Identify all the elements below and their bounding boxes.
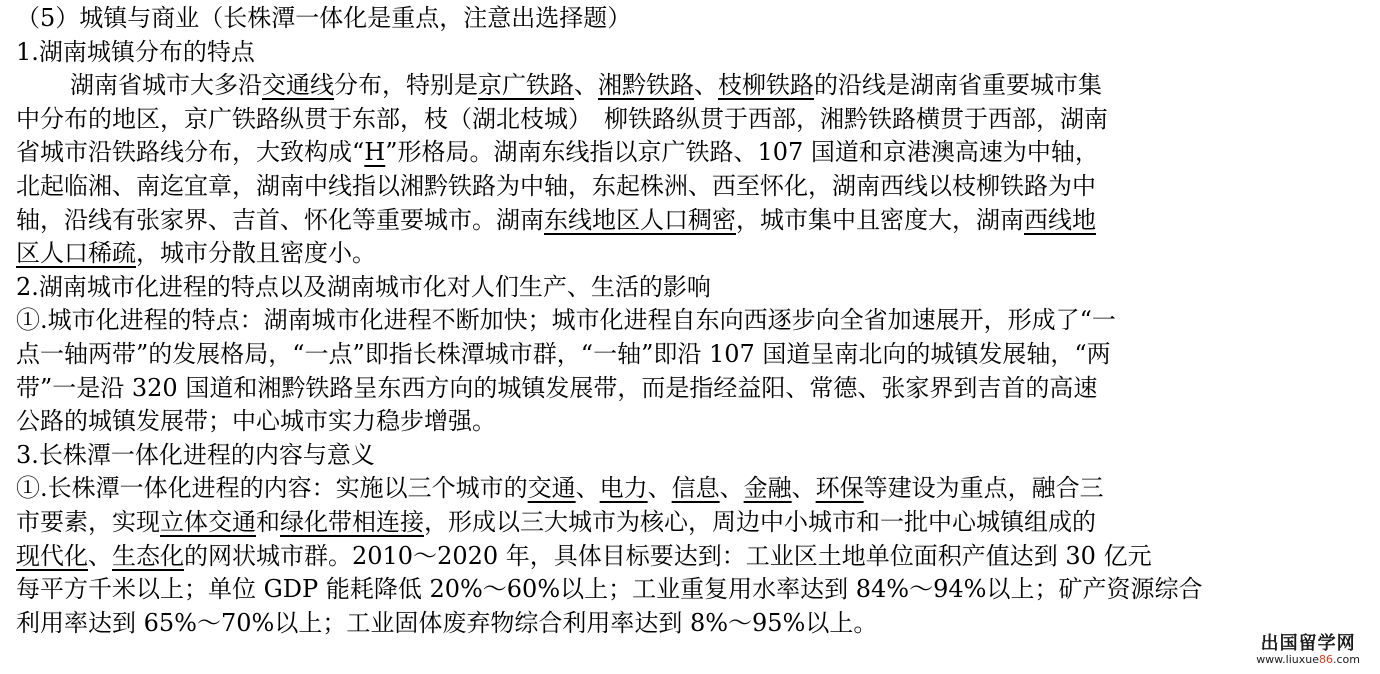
p3-line-1: [16, 472, 1278, 506]
underlined-text: 生态化: [112, 541, 184, 570]
text: 的网状城市群。2010～2020 年，具体目标要达到：工业区土地单位面积产值达到 30 亿元: [184, 541, 1152, 570]
text: 、: [575, 474, 600, 503]
url-part: www.liuxue: [1256, 653, 1319, 666]
p1-line-1: [16, 69, 1278, 103]
p1-line-4: 北起临湘、南迄宜章，湖南中线指以湘黔铁路为中轴，东起株洲、西至怀化，湖南西线以枝柳铁路为中: [16, 171, 1096, 200]
text: 、: [88, 541, 112, 570]
underlined-text: 交通: [527, 474, 576, 503]
watermark-url: [1256, 653, 1360, 666]
p2-line-4: 公路的城镇发展带；中心城市实力稳步增强。: [16, 407, 496, 436]
text: 、: [694, 71, 718, 100]
underlined-text: 现代化: [16, 541, 88, 570]
p3-line-4: 每平方千米以上；单位 GDP 能耗降低 20%～60%以上；工业重复用水率达到 84%～94%以上；矿产资源综合: [16, 575, 1203, 604]
p1-line-2: 中分布的地区，京广铁路纵贯于东部，枝（湖北枝城） 柳铁路纵贯于西部，湘黔铁路横贯于西部，湖南: [16, 104, 1108, 133]
watermark-logo: [1256, 629, 1360, 666]
paragraph-3: [16, 472, 1278, 640]
underlined-text: 交通线: [262, 71, 334, 100]
underlined-text: 信息: [671, 474, 720, 503]
p2-line-1: ①.城市化进程的特点：湖南城市化进程不断加快；城市化进程自东向西逐步向全省加速展开，形成了“一: [16, 306, 1116, 335]
underlined-text: 立体交通: [160, 507, 256, 536]
underlined-text: 西线地: [1024, 205, 1096, 234]
underlined-text: 湘黔铁路: [598, 71, 694, 100]
underlined-text: 环保: [815, 474, 864, 503]
p3-line-2: [16, 506, 1278, 540]
paragraph-2: [16, 304, 1278, 438]
text: 省城市沿铁路线分布，大致构成“: [16, 138, 365, 167]
underlined-text: 区人口稀疏: [16, 239, 136, 268]
section-title: （5）城镇与商业（长株潭一体化是重点，注意出选择题）: [16, 4, 632, 32]
text: 、: [647, 474, 672, 503]
paragraph-1: [16, 69, 1278, 271]
watermark-title: 出国留学网: [1260, 633, 1356, 654]
text: 、: [791, 474, 816, 503]
underlined-text: H: [364, 138, 386, 167]
text: 轴，沿线有张家界、吉首、怀化等重要城市。湖南: [16, 205, 544, 234]
url-number: 86: [1319, 653, 1333, 666]
p2-line-3: 带”一是沿 320 国道和湘黔铁路呈东西方向的城镇发展带，而是指经益阳、常德、张家界到吉首的高速: [16, 373, 1098, 402]
p1-line-3: [16, 136, 1278, 170]
document-body: [16, 2, 1278, 640]
text: ，形成以三大城市为核心，周边中小城市和一批中心城镇组成的: [424, 507, 1096, 536]
text: ，城市集中且密度大，湖南: [736, 205, 1024, 234]
text: ，城市分散且密度小。: [136, 239, 376, 268]
p3-line-5: 利用率达到 65%～70%以上；工业固体废弃物综合利用率达到 8%～95%以上。: [16, 608, 878, 637]
text: 、: [574, 71, 598, 100]
text: 湖南省城市大多沿: [70, 71, 262, 100]
text: 等建设为重点，融合三: [863, 474, 1104, 503]
text: 市要素，实现: [16, 507, 160, 536]
underlined-text: 枝柳铁路: [718, 71, 814, 100]
text: 和: [256, 507, 280, 536]
heading-2: 2.湖南城市化进程的特点以及湖南城市化对人们生产、生活的影响: [16, 272, 711, 301]
p1-line-6: [16, 237, 1278, 271]
underlined-text: 电力: [599, 474, 648, 503]
p3-line-3: [16, 540, 1278, 574]
underlined-text: 京广铁路: [478, 71, 574, 100]
text: ”形格局。湖南东线指以京广铁路、107 国道和京港澳高速为中轴，: [385, 138, 1099, 167]
text: 分布，特别是: [334, 71, 478, 100]
underlined-text: 绿化带相连接: [280, 507, 424, 536]
text: 的沿线是湖南省重要城市集: [814, 71, 1102, 100]
underlined-text: 东线地区人口稠密: [544, 205, 736, 234]
p2-line-2: 点一轴两带”的发展格局，“一点”即指长株潭城市群，“一轴”即沿 107 国道呈南北向的城镇发展轴，“两: [16, 339, 1111, 368]
text: ①.长株潭一体化进程的内容：实施以三个城市的: [16, 474, 528, 503]
url-part: .com: [1333, 653, 1360, 666]
underlined-text: 金融: [743, 474, 792, 503]
heading-3: 3.长株潭一体化进程的内容与意义: [16, 440, 375, 469]
heading-1: 1.湖南城镇分布的特点: [16, 37, 255, 66]
p1-line-5: [16, 204, 1278, 238]
text: 、: [719, 474, 744, 503]
